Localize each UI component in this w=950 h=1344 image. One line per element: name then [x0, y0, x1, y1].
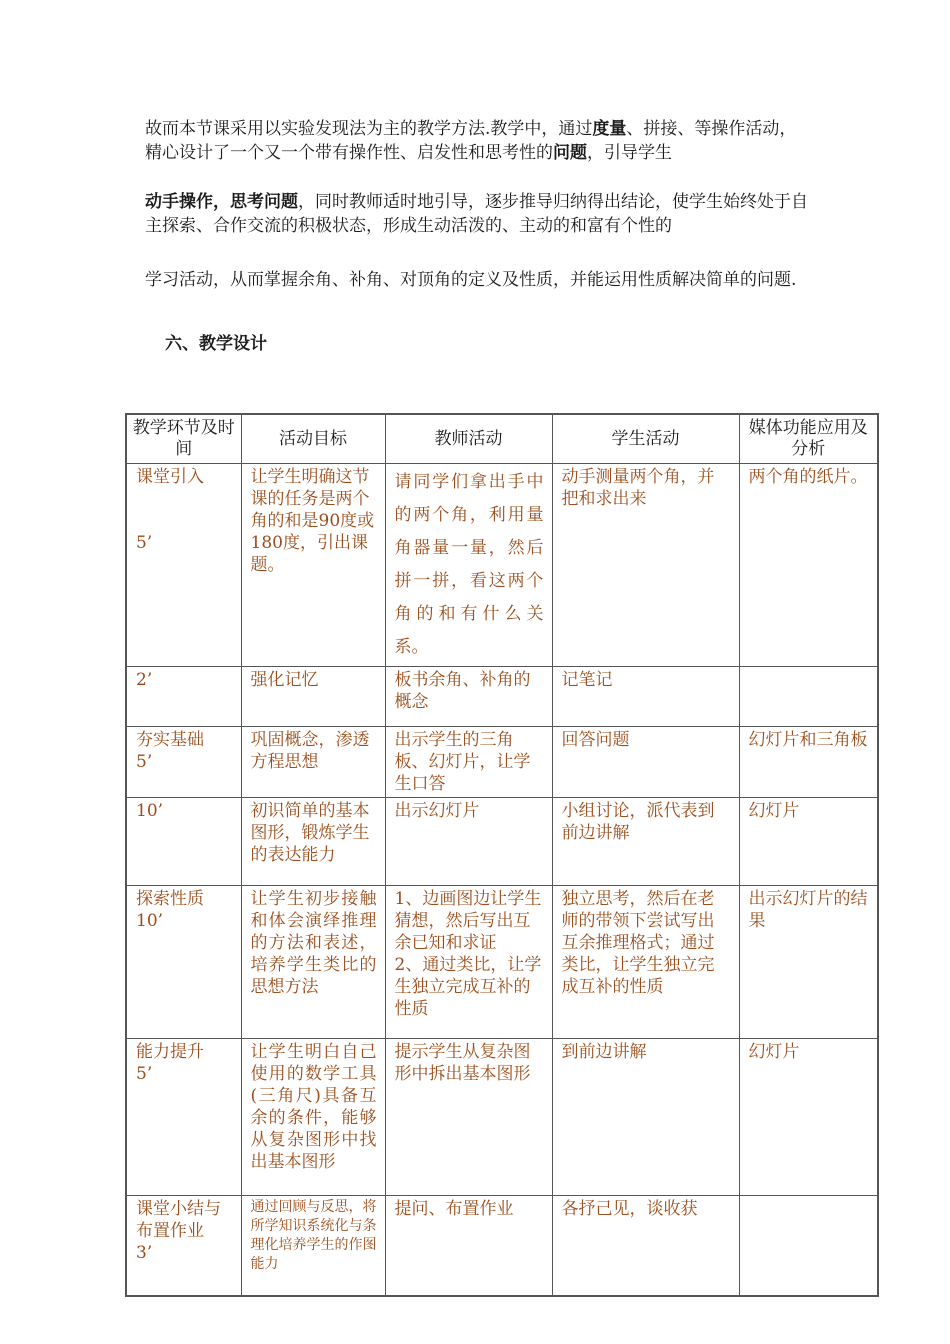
emphasis-hands-on: 动手操作 — [145, 192, 213, 212]
cell-goal: 通过回顾与反思，将所学知识系统化与条理化培养学生的作图能力 — [241, 1196, 385, 1296]
cell-media: 两个角的纸片。 — [739, 464, 878, 667]
cell-student: 到前边讲解 — [552, 1039, 739, 1196]
intro-paragraph-1: 故而本节课采用以实验发现法为主的教学方法.教学中，通过度量、拼接、等操作活动，精心设计了一个又一个带有操作性、启发性和思考性的问题，引导学生 — [145, 119, 797, 163]
cell-teacher: 提问、布置作业 — [385, 1196, 552, 1296]
cell-goal: 巩固概念，渗透方程思想 — [241, 727, 385, 798]
cell-teacher: 请同学们拿出手中的两个角，利用量角器量一量，然后拼一拼，看这两个角的和有什么关系。 — [385, 464, 552, 667]
emphasis-measure: 度量 — [592, 119, 627, 139]
cell-stage: 2’ — [126, 667, 241, 727]
cell-stage: 能力提升 5’ — [126, 1039, 241, 1196]
cell-stage: 10’ — [126, 798, 241, 886]
cell-media: 幻灯片 — [739, 1039, 878, 1196]
header-stage: 教学环节及时间 — [126, 414, 241, 464]
table-row — [126, 667, 878, 727]
cell-teacher: 出示幻灯片 — [385, 798, 552, 886]
cell-stage: 课堂引入 5’ — [126, 464, 241, 667]
table-row — [126, 798, 878, 886]
cell-goal: 初识简单的基本图形，锻炼学生的表达能力 — [241, 798, 385, 886]
emphasis-question: 问题 — [553, 143, 587, 163]
cell-student: 各抒己见，谈收获 — [552, 1196, 739, 1296]
cell-media: 幻灯片 — [739, 798, 878, 886]
intro-paragraph-3: 学习活动，从而掌握余角、补角、对顶角的定义及性质，并能运用性质解决简单的问题. — [145, 270, 797, 290]
cell-student: 动手测量两个角，并把和求出来 — [552, 464, 739, 667]
cell-goal: 让学生明白自己使用的数学工具(三角尺)具备互余的条件，能够从复杂图形中找出基本图形 — [241, 1039, 385, 1196]
cell-goal: 强化记忆 — [241, 667, 385, 727]
table-row — [126, 1039, 878, 1196]
cell-media: 出示幻灯片的结果 — [739, 886, 878, 1039]
cell-media: 幻灯片和三角板 — [739, 727, 878, 798]
cell-teacher: 提示学生从复杂图形中拆出基本图形 — [385, 1039, 552, 1196]
table-row — [126, 727, 878, 798]
cell-student: 小组讨论，派代表到前边讲解 — [552, 798, 739, 886]
header-media: 媒体功能应用及分析 — [739, 414, 878, 464]
cell-stage: 夯实基础 5’ — [126, 727, 241, 798]
cell-media — [739, 1196, 878, 1296]
cell-goal: 让学生明确这节课的任务是两个角的和是90度或180度，引出课题。 — [241, 464, 385, 667]
table-header-row — [126, 414, 878, 464]
cell-stage: 探索性质 10’ — [126, 886, 241, 1039]
cell-teacher: 板书余角、补角的概念 — [385, 667, 552, 727]
table-row — [126, 886, 878, 1039]
table-row — [126, 1196, 878, 1296]
cell-teacher: 1、边画图边让学生猜想，然后写出互余已知和求证 2、通过类比，让学生独立完成互补的性质 — [385, 886, 552, 1039]
header-teacher: 教师活动 — [385, 414, 552, 464]
cell-teacher: 出示学生的三角板、幻灯片，让学生口答 — [385, 727, 552, 798]
cell-goal: 让学生初步接触和体会演绎推理的方法和表述，培养学生类比的思想方法 — [241, 886, 385, 1039]
intro-paragraph-2: 动手操作，思考问题，同时教师适时地引导，逐步推导归纳得出结论，使学生始终处于自主探索、合作交流的积极状态，形成生动活泼的、主动的和富有个性的 — [145, 192, 808, 236]
emphasis-think: 思考问题 — [230, 192, 298, 212]
cell-stage: 课堂小结与布置作业 3’ — [126, 1196, 241, 1296]
cell-student: 记笔记 — [552, 667, 739, 727]
header-student: 学生活动 — [552, 414, 739, 464]
header-goal: 活动目标 — [241, 414, 385, 464]
table-row — [126, 464, 878, 667]
cell-student: 回答问题 — [552, 727, 739, 798]
cell-student: 独立思考，然后在老师的带领下尝试写出互余推理格式；通过类比，让学生独立完成互补的性质 — [552, 886, 739, 1039]
teaching-design-table — [125, 413, 879, 1297]
section-heading: 六、教学设计 — [165, 334, 267, 354]
cell-media — [739, 667, 878, 727]
